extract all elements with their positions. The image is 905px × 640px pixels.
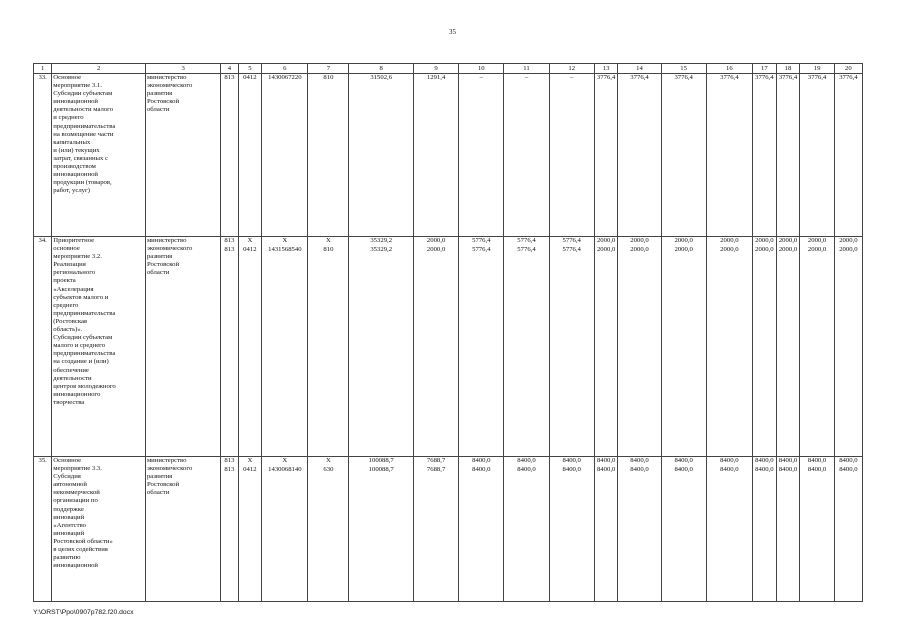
value-cell (459, 237, 504, 457)
header-cell: 6 (262, 64, 308, 74)
cell-value: 2000,0 (720, 237, 739, 244)
value-cell (834, 74, 862, 237)
value-cell (800, 74, 834, 237)
value-cell (238, 237, 262, 457)
cell-value: 2000,0 (630, 245, 649, 253)
header-cell: 9 (413, 64, 458, 74)
cell-value: 3776,4 (807, 74, 827, 81)
cell-value: 5776,4 (517, 245, 536, 253)
cell-value: 2000,0 (755, 245, 774, 253)
cell-value: 8400,0 (472, 465, 491, 473)
value-cell (549, 457, 594, 602)
page-number: 35 (449, 28, 456, 36)
cell-value: 2000,0 (755, 237, 774, 244)
value-cell (618, 74, 661, 237)
cell-value: 1430068140 (268, 465, 302, 473)
executor: министерство экономического развития Ростовской области (145, 74, 220, 237)
value-cell (776, 237, 800, 457)
table-row (34, 74, 863, 237)
cell-value: 3776,4 (839, 74, 858, 81)
value-cell (238, 457, 262, 602)
cell-value: 8400,0 (674, 457, 693, 464)
cell-value: 8400,0 (807, 465, 827, 473)
cell-value: 3776,4 (630, 74, 649, 81)
value-cell (706, 237, 752, 457)
cell-value: 35329,2 (370, 245, 393, 253)
cell-value: 7688,7 (426, 457, 446, 464)
value-cell (262, 237, 308, 457)
header-cell: 1 (34, 64, 52, 74)
cell-value: 5776,4 (562, 245, 581, 253)
cell-value: 813 (224, 237, 235, 244)
value-cell (834, 457, 862, 602)
cell-value: 2000,0 (674, 245, 693, 253)
value-cell (413, 74, 458, 237)
cell-value: 3776,4 (755, 74, 774, 81)
cell-value: 100088,7 (368, 457, 394, 464)
value-cell (413, 457, 458, 602)
cell-value: 2000,0 (807, 245, 827, 253)
cell-value: 2000,0 (807, 237, 827, 244)
executor: министерство экономического развития Ростовской области (145, 457, 220, 602)
cell-value: 8400,0 (778, 465, 798, 473)
cell-value: 813 (224, 245, 235, 253)
cell-value: 813 (224, 74, 235, 81)
activity-name: Основное мероприятие 3.1. Субсидии субъектам инновационной деятельности малого и среднего предпринимательства на возмещение части капитальных и (или) текущих затрат, связанных с производством инновационной продукции (товаров, работ, услуг) (52, 74, 146, 237)
cell-value: 8400,0 (839, 457, 858, 464)
cell-value: 2000,0 (596, 245, 616, 253)
cell-value: 630 (323, 465, 334, 473)
cell-value: 8400,0 (720, 465, 739, 473)
cell-value: 5776,4 (562, 237, 581, 244)
value-cell (308, 74, 349, 237)
row-number: 35. (34, 457, 52, 602)
value-cell (753, 237, 777, 457)
cell-value: 0412 (243, 465, 257, 473)
value-cell (800, 237, 834, 457)
cell-value: 1431568540 (268, 245, 302, 253)
header-cell: 7 (308, 64, 349, 74)
cell-value: 31502,6 (370, 74, 393, 81)
cell-value: 8400,0 (630, 465, 649, 473)
value-cell (413, 237, 458, 457)
cell-value: X (282, 457, 288, 464)
header-cell: 15 (661, 64, 706, 74)
cell-value: 8400,0 (596, 465, 616, 473)
cell-value: 8400,0 (596, 457, 616, 464)
cell-value: 1291,4 (426, 74, 446, 81)
value-cell (504, 237, 549, 457)
row-number: 33. (34, 74, 52, 237)
header-cell: 13 (594, 64, 618, 74)
cell-value: 3776,4 (596, 74, 616, 81)
value-cell (459, 457, 504, 602)
cell-value: 2000,0 (839, 245, 858, 253)
header-cell: 20 (834, 64, 862, 74)
cell-value: X (282, 237, 288, 244)
header-cell: 17 (753, 64, 777, 74)
value-cell (776, 74, 800, 237)
cell-value: 3776,4 (720, 74, 739, 81)
cell-value: 7688,7 (426, 465, 446, 473)
cell-value: 8400,0 (778, 457, 798, 464)
cell-value: 3776,4 (778, 74, 798, 81)
header-cell: 14 (618, 64, 661, 74)
value-cell (800, 457, 834, 602)
value-cell (776, 457, 800, 602)
budget-table (33, 63, 863, 602)
value-cell (262, 457, 308, 602)
value-cell (221, 457, 238, 602)
table-row (34, 237, 863, 457)
header-cell: 3 (145, 64, 220, 74)
cell-value: 8400,0 (562, 465, 581, 473)
cell-value: 8400,0 (839, 465, 858, 473)
cell-value: 2000,0 (630, 237, 649, 244)
cell-value: 8400,0 (630, 457, 649, 464)
cell-value: X (247, 457, 253, 464)
cell-value: 8400,0 (755, 465, 774, 473)
activity-name: Основное мероприятие 3.3. Субсидия автономной некоммерческой организации по поддержке инноваций «Агентство инноваций Ростовской области» в целях содействия развитию инновационной (52, 457, 146, 602)
cell-value: 100088,7 (368, 465, 394, 473)
cell-value: 8400,0 (472, 457, 491, 464)
cell-value: 0412 (243, 74, 257, 81)
value-cell (834, 237, 862, 457)
value-cell (549, 237, 594, 457)
cell-value: 8400,0 (755, 457, 774, 464)
header-cell: 8 (349, 64, 414, 74)
value-cell (349, 457, 414, 602)
cell-value: 810 (323, 74, 334, 81)
header-cell: 19 (800, 64, 834, 74)
header-cell: 16 (706, 64, 752, 74)
value-cell (594, 74, 618, 237)
cell-value: 2000,0 (720, 245, 739, 253)
cell-value: 813 (224, 465, 235, 473)
value-cell (661, 74, 706, 237)
cell-value: 2000,0 (839, 237, 858, 244)
value-cell (349, 74, 414, 237)
cell-value: 5776,4 (472, 245, 491, 253)
value-cell (238, 74, 262, 237)
footer-file-path: Y:\ORST\Ppo\0907p782.f20.docx (33, 609, 134, 616)
value-cell (308, 237, 349, 457)
header-cell: 12 (549, 64, 594, 74)
header-cell: 4 (221, 64, 238, 74)
header-row (34, 64, 863, 74)
value-cell (504, 74, 549, 237)
value-cell (459, 74, 504, 237)
value-cell (706, 74, 752, 237)
cell-value: – (479, 74, 483, 81)
value-cell (504, 457, 549, 602)
executor: министерство экономического развития Ростовской области (145, 237, 220, 457)
value-cell (753, 457, 777, 602)
cell-value: 8400,0 (674, 465, 693, 473)
table-row (34, 457, 863, 602)
value-cell (308, 457, 349, 602)
cell-value: 8400,0 (562, 457, 581, 464)
row-number: 34. (34, 237, 52, 457)
value-cell (706, 457, 752, 602)
cell-value: X (326, 237, 331, 244)
cell-value: 813 (224, 457, 235, 464)
value-cell (661, 457, 706, 602)
cell-value: 3776,4 (674, 74, 693, 81)
cell-value: 1430067220 (268, 74, 302, 81)
cell-value: 2000,0 (778, 237, 798, 244)
cell-value: 2000,0 (778, 245, 798, 253)
header-cell: 18 (776, 64, 800, 74)
cell-value: 8400,0 (720, 457, 739, 464)
value-cell (221, 74, 238, 237)
cell-value: 8400,0 (517, 465, 536, 473)
cell-value: 35329,2 (370, 237, 393, 244)
value-cell (753, 74, 777, 237)
value-cell (221, 237, 238, 457)
cell-value: 8400,0 (807, 457, 827, 464)
value-cell (618, 237, 661, 457)
cell-value: 5776,4 (517, 237, 536, 244)
header-cell: 11 (504, 64, 549, 74)
cell-value: – (570, 74, 574, 81)
activity-name: Приоритетное основное мероприятие 3.2. Реализация регионального проекта «Акселерация субъектов малого и среднего предпринимательства (Ростовская область)». Субсидии субъектам малого и среднего предпринимательства на создание и (или) обеспечение деятельности центров молодежного инновационного творчества (52, 237, 146, 457)
cell-value: 810 (323, 245, 334, 253)
cell-value: 2000,0 (426, 245, 446, 253)
cell-value: 2000,0 (596, 237, 616, 244)
value-cell (594, 457, 618, 602)
value-cell (349, 237, 414, 457)
value-cell (618, 457, 661, 602)
value-cell (594, 237, 618, 457)
cell-value: 8400,0 (517, 457, 536, 464)
cell-value: 2000,0 (426, 237, 446, 244)
cell-value: 2000,0 (674, 237, 693, 244)
value-cell (549, 74, 594, 237)
table-body (34, 64, 863, 602)
value-cell (262, 74, 308, 237)
header-cell: 5 (238, 64, 262, 74)
header-cell: 2 (52, 64, 146, 74)
value-cell (661, 237, 706, 457)
cell-value: X (326, 457, 331, 464)
cell-value: – (524, 74, 529, 81)
header-cell: 10 (459, 64, 504, 74)
cell-value: X (247, 237, 253, 244)
cell-value: 5776,4 (472, 237, 491, 244)
cell-value: 0412 (243, 245, 257, 253)
